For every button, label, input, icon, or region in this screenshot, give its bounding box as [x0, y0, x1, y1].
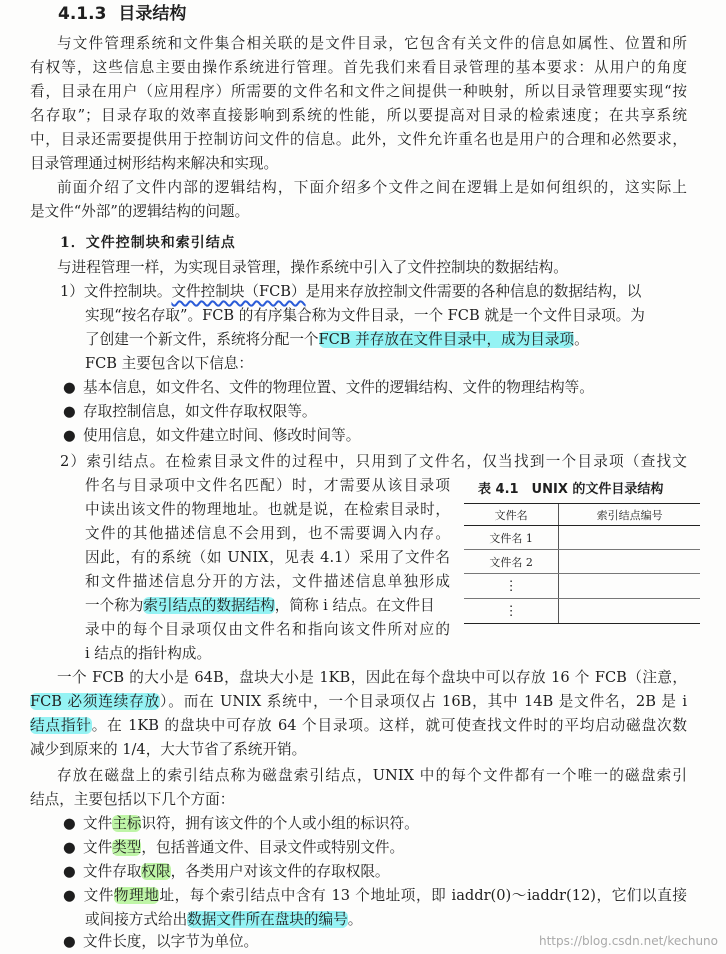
intro-line: 名存取”；目录存取的效率直接影响到系统的性能，所以要提高对目录的检索速度；在共享系统 — [30, 107, 687, 124]
inode-item-line: 文件的其他描述信息不会用到，也不需要调入内存。 — [85, 525, 450, 542]
highlight-mark: 权限 — [141, 863, 171, 880]
table-header-cell: 文件名 — [464, 504, 559, 526]
bullet-icon: ● — [63, 427, 76, 444]
bullet-text: 。 — [347, 911, 363, 928]
fcb-item-line — [60, 280, 641, 304]
table-cell: 文件名 2 — [464, 550, 559, 574]
table-row — [464, 526, 700, 550]
table-cell — [559, 550, 700, 574]
bullet-text: 文件长度，以字节为单位。 — [83, 933, 259, 950]
fcb-text: 了创建一个新文件，系统将分配一个 — [85, 331, 319, 348]
bullet-icon: ● — [63, 379, 76, 396]
disk-bullet — [63, 860, 390, 884]
bullet-text: 或间接方式给出 — [85, 911, 188, 928]
fcb-intro: 与进程管理一样，为实现目录管理，操作系统中引入了文件控制块的数据结构。 — [57, 259, 568, 276]
inode-item-line: 件名与目录项中文件名匹配）时，才需要从该目录项 — [85, 477, 450, 494]
bullet-text: 文件 — [83, 815, 113, 832]
intro-line: 目录管理通过树形结构来解决和实现。 — [30, 155, 279, 172]
fcb-bullet — [63, 400, 317, 424]
fcb-contains: FCB 主要包含以下信息： — [85, 355, 253, 372]
inode-item-line: 2）索引结点。在检索目录文件的过程中，只用到了文件名，仅当找到一个目录项（查找文 — [60, 453, 687, 470]
inode-text: ，简称 i 结点。在文件目 — [274, 597, 435, 614]
disk-bullet — [63, 930, 258, 954]
table-row-ellipsis — [464, 599, 700, 624]
fcb-item-line — [85, 328, 589, 352]
bullet-icon: ● — [63, 933, 76, 950]
inode-item-line: 中读出该文件的物理地址。也就是说，在检索目录时， — [85, 501, 450, 518]
fcb-item-line: 实现“按名存取”。FCB 的有序集合称为文件目录，一个 FCB 就是一个文件目录项。为 — [85, 307, 645, 324]
table-cell — [559, 599, 700, 624]
inode-item-line — [85, 594, 435, 618]
table-cell-ellipsis: ⋮ — [464, 574, 559, 599]
disk-index-line: 结点，主要包括以下几个方面： — [30, 791, 235, 808]
watermark: https://blog.csdn.net/kechuno — [538, 934, 718, 948]
bullet-text: 存取控制信息，如文件存取权限等。 — [83, 403, 317, 420]
bullet-text: ，包括普通文件、目录文件或特别文件。 — [141, 839, 405, 856]
disk-bullet — [63, 812, 419, 836]
bullet-text: 文件存取 — [83, 863, 142, 880]
inode-text: 一个称为 — [85, 597, 144, 614]
table-cell — [559, 526, 700, 550]
size-text: ）。而在 UNIX 系统中，一个目录项仅占 16B，其中 14B 是文件名，2B 是 i — [160, 693, 687, 710]
fcb-term-underlined: 文件控制块（FCB） — [171, 283, 306, 300]
bullet-icon: ● — [63, 887, 76, 904]
table-cell-ellipsis: ⋮ — [464, 599, 559, 624]
fcb-bullet — [63, 424, 360, 448]
inode-item-line: 录中的每个目录项仅由文件名和指向该文件所对应的 — [85, 621, 450, 638]
highlight-mark: FCB 必须连续存放 — [30, 693, 161, 710]
intro-line: 看，目录在用户（应用程序）所需要的文件名和文件之间提供一种映射，所以目录管理要实现“按 — [30, 83, 687, 100]
inode-item-line: 和文件描述信息分开的方法，文件描述信息单独形成 — [85, 573, 450, 590]
bullet-text: ，各类用户对该文件的存取权限。 — [170, 863, 390, 880]
disk-bullet-cont — [85, 908, 362, 932]
highlight-mark: 物理地 — [113, 887, 160, 904]
bullet-icon: ● — [63, 815, 76, 832]
logic-line: 是文件“外部”的逻辑结构的问题。 — [30, 203, 250, 220]
bullet-text: 基本信息，如文件名、文件的物理位置、文件的逻辑结构、文件的物理结构等。 — [83, 379, 594, 396]
section-number: 4.1.3 — [58, 4, 107, 24]
bullet-icon: ● — [63, 863, 76, 880]
table-caption: 表 4.1 UNIX 的文件目录结构 — [478, 482, 664, 497]
section-title: 目录结构 — [118, 4, 187, 24]
section-heading — [58, 2, 186, 26]
size-line: 一个 FCB 的大小是 64B，盘块大小是 1KB，因此在每个盘块中可以存放 16 个 FCB（注意， — [57, 669, 687, 686]
inode-item-line: 因此，有的系统（如 UNIX，见表 4.1）采用了文件名 — [85, 549, 450, 566]
size-text: 。在 1KB 的盘块中可存放 64 个目录项。这样，就可使查找文件时的平均启动磁盘次数 — [91, 717, 687, 734]
size-line — [30, 690, 687, 714]
disk-index-line: 存放在磁盘上的索引结点称为磁盘索引结点，UNIX 中的每个文件都有一个唯一的磁盘索引 — [57, 767, 687, 784]
subsection-heading: 1．文件控制块和索引结点 — [60, 235, 236, 251]
intro-line: 中，目录还需要提供用于控制访问文件的信息。此外，文件允许重名也是用户的合理和必然要求， — [30, 131, 687, 148]
size-line: 减少到原来的 1/4，大大节省了系统开销。 — [30, 741, 307, 758]
bullet-text: 使用信息，如文件建立时间、修改时间等。 — [83, 427, 361, 444]
intro-line: 有权等，这些信息主要由操作系统进行管理。首先我们来看目录管理的基本要求：从用户的角度 — [30, 59, 687, 76]
bullet-icon: ● — [63, 839, 76, 856]
disk-bullet — [63, 884, 687, 908]
bullet-icon: ● — [63, 403, 76, 420]
intro-line: 与文件管理系统和文件集合相关联的是文件目录，它包含有关文件的信息如属性、位置和所 — [57, 35, 687, 52]
fcb-item-rest: 是用来存放控制文件需要的各种信息的数据结构，以 — [305, 283, 642, 300]
table-row — [464, 550, 700, 574]
size-line — [30, 714, 687, 738]
highlight-mark: 主标 — [112, 815, 142, 832]
highlight-mark: 数据文件所在盘块的编号 — [187, 911, 348, 928]
table-cell: 文件名 1 — [464, 526, 559, 550]
fcb-text: 。 — [574, 331, 589, 348]
highlight-mark: 类型 — [112, 839, 142, 856]
inode-item-line: i 结点的指针构成。 — [85, 645, 212, 662]
bullet-text: 识符，拥有该文件的个人或小组的标识符。 — [141, 815, 419, 832]
highlight-mark: 索引结点的数据结构 — [143, 597, 275, 614]
bullet-text: 文件 — [83, 839, 113, 856]
fcb-item-prefix: 1）文件控制块。 — [60, 283, 172, 300]
table-row-ellipsis — [464, 574, 700, 599]
table-cell — [559, 574, 700, 599]
unix-directory-table — [464, 503, 700, 624]
table-header-cell: 索引结点编号 — [559, 504, 700, 526]
bullet-text: 文件 — [83, 887, 114, 904]
highlight-mark: 结点指针 — [30, 717, 92, 734]
fcb-bullet — [63, 376, 594, 400]
disk-bullet — [63, 836, 404, 860]
logic-line: 前面介绍了文件内部的逻辑结构，下面介绍多个文件之间在逻辑上是如何组织的，这实际上 — [57, 179, 687, 196]
highlight-mark: FCB 并存放在文件目录中，成为目录项 — [318, 331, 575, 348]
bullet-text: 址，每个索引结点中含有 13 个地址项，即 iaddr(0)～iaddr(12)，它们以直接 — [159, 887, 687, 904]
table-header-row — [464, 504, 700, 526]
